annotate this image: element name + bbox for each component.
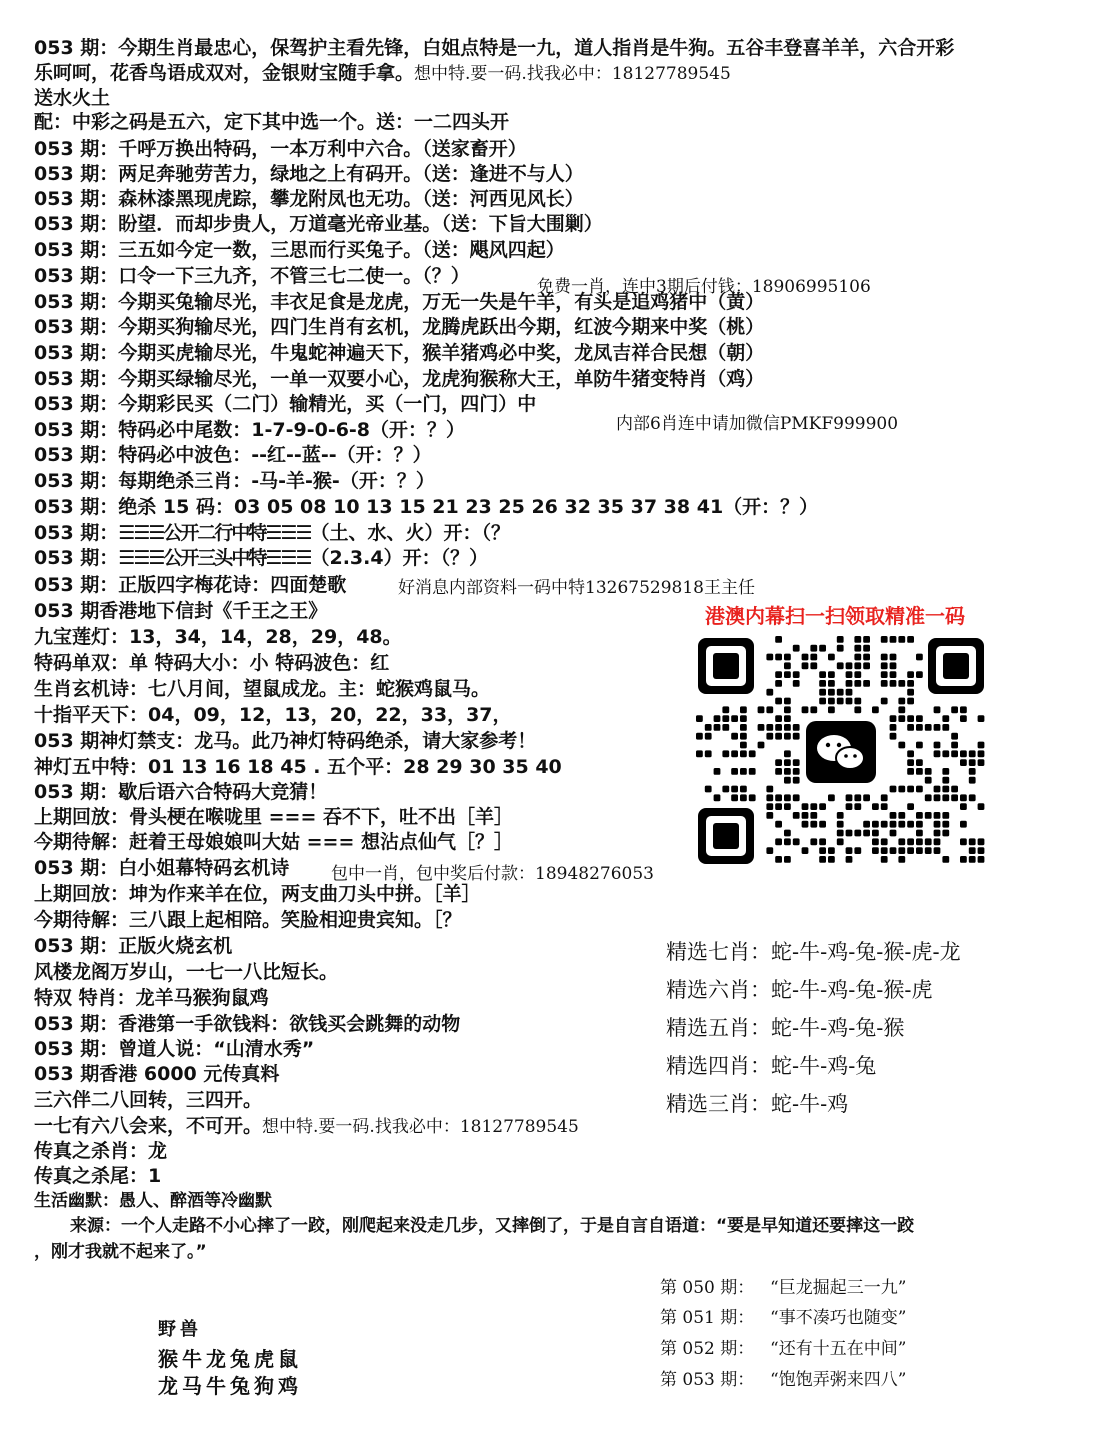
- text-line: 生肖玄机诗：七八月间，望鼠成龙。主：蛇猴鸡鼠马。: [34, 678, 491, 700]
- text-fragment: 一七有六八会来，不可开。: [34, 1115, 263, 1137]
- pick-row: [666, 1050, 876, 1080]
- history-period: 第 050 期：: [660, 1278, 755, 1298]
- footer-title: 野兽: [158, 1319, 202, 1340]
- text-line: 特双 特肖：龙羊马猴狗鼠鸡: [34, 987, 269, 1009]
- text-line: 上期回放：坤为作来羊在位，两支曲刀头中拼。［羊］: [34, 883, 481, 905]
- text-line: 053 期香港地下信封《千王之王》: [34, 600, 328, 622]
- text-line: 生活幽默：愚人、醉酒等冷幽默: [34, 1191, 272, 1211]
- text-line: 053 期：三五如今定一数，三思而行买兔子。（送：飓风四起）: [34, 239, 565, 261]
- text-fragment: ☰☰☰公开三头中特☰☰☰: [118, 547, 311, 569]
- text-line: 053 期：今期买虎输尽光，牛鬼蛇神遍天下，猴羊猪鸡必中奖，龙凤吉祥合民想（朝）: [34, 342, 765, 364]
- contact-ad: 包中一肖，包中奖后付款：18948276053: [331, 864, 654, 884]
- text-fragment: （2.3.4）开：（？）: [310, 547, 489, 569]
- pick-row: [666, 974, 932, 1004]
- contact-ad: 免费一肖，连中3期后付钱：18906995106: [537, 277, 871, 297]
- qr-finder-bottom-left: [698, 808, 754, 864]
- text-line: 上期回放：骨头梗在喉咙里 === 吞不下，吐不出［羊］: [34, 806, 513, 828]
- text-fragment: 乐呵呵，花香鸟语成双对，金银财宝随手拿。: [34, 62, 415, 84]
- qr-finder-top-right: [928, 638, 984, 694]
- history-text: “巨龙掘起三一九”: [770, 1278, 907, 1298]
- pick-row: [666, 936, 961, 966]
- qr-code[interactable]: [696, 636, 986, 866]
- pick-value: 蛇-牛-鸡-兔-猴-虎: [771, 978, 933, 1002]
- text-line: 053 期神灯禁支：龙马。此乃神灯特码绝杀，请大家参考！: [34, 730, 537, 752]
- pick-label: 精选七肖：: [666, 940, 771, 964]
- text-line: 053 期：曾道人说：“山清水秀”: [34, 1038, 315, 1060]
- history-period: 第 052 期：: [660, 1339, 755, 1359]
- text-line: 053 期：森林漆黑现虎踪，攀龙附凤也无功。（送：河西见风长）: [34, 188, 584, 210]
- text-line: 053 期：每期绝杀三肖：-马-羊-猴-（开：？）: [34, 470, 435, 492]
- history-text: “还有十五在中间”: [770, 1339, 907, 1359]
- text-line: 送水火土: [34, 87, 111, 109]
- text-line: 风楼龙阁万岁山，一七一八比短长。: [34, 961, 339, 983]
- text-line: 传真之杀尾：1: [34, 1165, 162, 1187]
- text-line: 今期待解：三八跟上起相陪。笑脸相迎贵宾知。［？: [34, 909, 462, 931]
- history-row: [660, 1334, 906, 1359]
- pick-value: 蛇-牛-鸡-兔-猴-虎-龙: [771, 940, 961, 964]
- text-line: 053 期：正版火烧玄机: [34, 935, 233, 957]
- text-line: 053 期：特码必中尾数：1-7-9-0-6-8（开：？）: [34, 419, 466, 441]
- text-line: 053 期：今期买兔输尽光，丰衣足食是龙虎，万无一失是午羊，有头是追鸡猪中（黄）: [34, 291, 765, 313]
- history-row: [660, 1273, 906, 1298]
- pick-value: 蛇-牛-鸡: [771, 1092, 849, 1116]
- text-line: 来源：一个人走路不小心摔了一跤，刚爬起来没走几步，又摔倒了，于是自言自语道：“要是早知道还要摔这一跤: [70, 1216, 915, 1236]
- text-line: [34, 521, 510, 545]
- history-row: [660, 1303, 906, 1328]
- qr-title: 港澳内幕扫一扫领取精准一码: [705, 604, 965, 628]
- text-line: 053 期：盼望．而却步贵人，万道毫光帝业基。（送：下旨大围剿）: [34, 213, 603, 235]
- qr-pattern: [696, 636, 986, 866]
- contact-ad: 内部6肖连中请加微信PMKF999900: [616, 414, 899, 434]
- wechat-icon: [806, 721, 876, 783]
- text-line: 053 期：今期买绿输尽光，一单一双要小心，龙虎狗猴称大王，单防牛猪变特肖（鸡）: [34, 368, 765, 390]
- text-line: 053 期：正版四字梅花诗：四面楚歌: [34, 574, 347, 596]
- text-line: 三六伴二八回转，三四开。: [34, 1089, 263, 1111]
- text-line: 053 期：今期生肖最忠心，保驾护主看先锋，白姐点特是一九，道人指肖是牛狗。五谷丰登喜羊羊，六合开彩: [34, 37, 955, 59]
- text-line: 053 期：今期买狗输尽光，四门生肖有玄机，龙腾虎跃出今期，红波今期来中奖（桃）: [34, 316, 765, 338]
- text-line: 今期待解：赶着王母娘娘叫大姑 === 想沾点仙气［？］: [34, 831, 513, 853]
- contact-ad: 好消息内部资料一码中特13267529818王主任: [398, 578, 755, 598]
- text-line: 053 期：歇后语六合特码大竞猜！: [34, 781, 328, 803]
- pick-value: 蛇-牛-鸡-兔-猴: [771, 1016, 905, 1040]
- text-line: 053 期香港 6000 元传真料: [34, 1063, 280, 1085]
- history-row: [660, 1365, 906, 1390]
- text-line: 053 期：两足奔驰劳苦力，绿地之上有码开。（送：逢进不与人）: [34, 163, 584, 185]
- pick-label: 精选六肖：: [666, 978, 771, 1002]
- text-fragment: 053 期：: [34, 547, 119, 569]
- text-fragment: ☰☰☰公开二行中特☰☰☰: [118, 522, 311, 544]
- text-line: ，刚才我就不起来了。”: [34, 1242, 207, 1262]
- footer-row: 猴牛龙兔虎鼠: [158, 1347, 302, 1371]
- history-period: 第 053 期：: [660, 1370, 755, 1390]
- text-line: [34, 1114, 579, 1139]
- text-line: 传真之杀肖：龙: [34, 1140, 168, 1162]
- text-line: 特码单双：单 特码大小：小 特码波色：红: [34, 652, 390, 674]
- history-text: “饱饱弄粥来四八”: [770, 1370, 907, 1390]
- text-line: 神灯五中特：01 13 16 18 45 . 五个平：28 29 30 35 40: [34, 756, 562, 778]
- qr-finder-top-left: [698, 638, 754, 694]
- text-line: [34, 61, 731, 86]
- pick-value: 蛇-牛-鸡-兔: [771, 1054, 877, 1078]
- text-line: 九宝莲灯：13，34，14，28，29，48。: [34, 626, 402, 648]
- text-line: 053 期：白小姐幕特码玄机诗: [34, 857, 290, 879]
- pick-row: [666, 1088, 848, 1118]
- text-line: 配：中彩之码是五六，定下其中选一个。送：一二四头开: [34, 111, 510, 133]
- text-fragment: （土、水、火）开：（？: [310, 522, 510, 544]
- text-line: 053 期：今期彩民买（二门）输精光，买（一门，四门）中: [34, 393, 537, 415]
- history-period: 第 051 期：: [660, 1308, 755, 1328]
- footer-row: 龙马牛兔狗鸡: [158, 1374, 302, 1398]
- text-line: [34, 546, 488, 570]
- pick-label: 精选三肖：: [666, 1092, 771, 1116]
- text-line: 十指平天下：04，09，12，13，20，22，33，37，: [34, 704, 512, 726]
- pick-label: 精选五肖：: [666, 1016, 771, 1040]
- contact-ad: 想中特.要一码.找我必中：18127789545: [262, 1117, 579, 1137]
- text-line: 053 期：口令一下三九齐，不管三七二使一。（？）: [34, 265, 470, 287]
- pick-label: 精选四肖：: [666, 1054, 771, 1078]
- text-line: 053 期：千呼万换出特码，一本万利中六合。（送家畜开）: [34, 138, 527, 160]
- text-fragment: 053 期：: [34, 522, 119, 544]
- history-text: “事不凑巧也随变”: [770, 1308, 907, 1328]
- text-line: 053 期：香港第一手欲钱料：欲钱买会跳舞的动物: [34, 1013, 461, 1035]
- pick-row: [666, 1012, 904, 1042]
- text-line: 053 期：特码必中波色：--红--蓝--（开：？）: [34, 444, 432, 466]
- text-line: 053 期：绝杀 15 码：03 05 08 10 13 15 21 23 25 26 32 35 37 38 41（开：？）: [34, 496, 819, 518]
- contact-ad: 想中特.要一码.找我必中：18127789545: [414, 64, 731, 84]
